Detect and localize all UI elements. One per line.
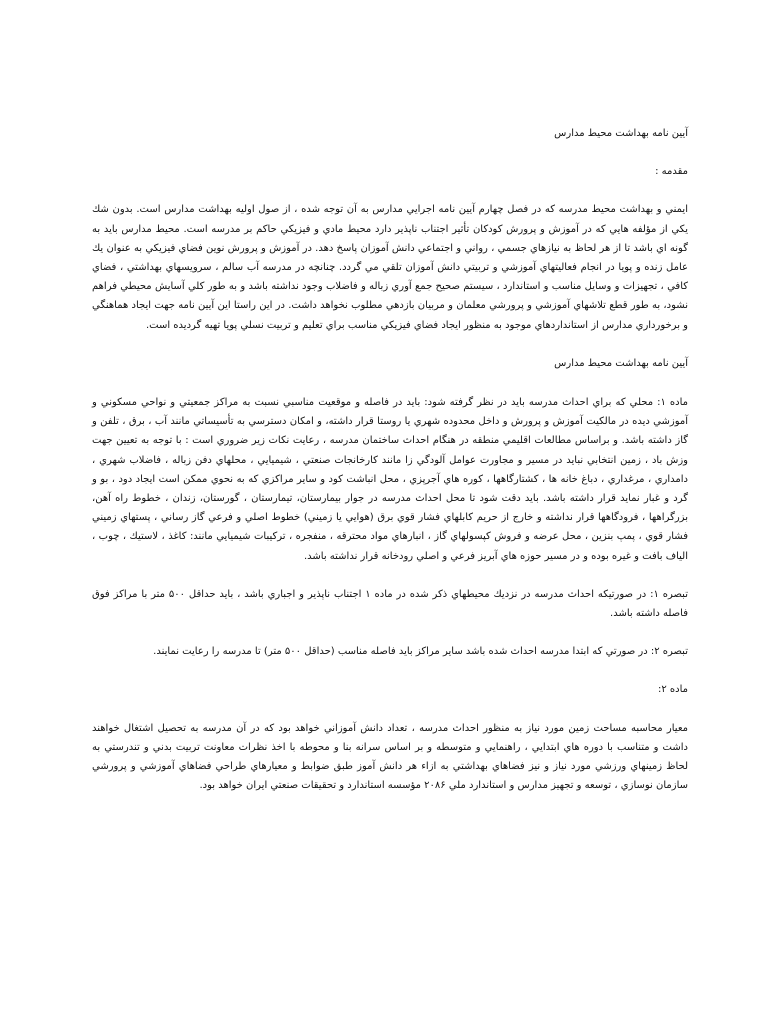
section-title: آيين نامه بهداشت محيط مدارس — [554, 357, 688, 369]
document-title: آيين نامه بهداشت محيط مدارس — [554, 128, 688, 139]
intro-heading: مقدمه : — [655, 166, 688, 178]
intro-paragraph: ايمني و بهداشت محيط مدرسه كه در فصل چهارم آيين نامه اجرايي مدارس به آن توجه شده ، از صول اوليه بهداشت مدارس است. بدون شك يكي از مؤلفه هايي كه در آموزش و پرورش كودكان تأثير اجتناب ناپذير دارد محيط مادي و فيزيكي حاكم بر مدرسه است. محيط مدارس بايد به گونه اي باشد تا از هر لحاظ به نيازهاي جسمي ، رواني و اجتماعي دانش آموزان پاسخ دهد. در آموزش و پرورش نوين فضاي فيزيكي به عنوان يك عامل زنده و پويا در انجام فعاليتهاي آموزشي و تربيتي دانش آموزان تلقي مي گردد. چنانچه در مدرسه آب سالم ، سرويسهاي بهداشتي ، فضاي كافي ، تجهيزات و وسايل مناسب و استاندارد ، سيستم صحيح جمع آوري زباله و فاضلاب وجود نداشته باشد و به طور كلي آسايش محيطي فراهم نشود، به طور قطع تلاشهاي آموزشي و پرورشي معلمان و مربيان بازدهي مطلوب نخواهد داشت. در اين راستا اين آيين نامه جهت ايجاد هماهنگي و برخورداري مدارس از استانداردهاي موجود به منظور ايجاد فضاي فيزيكي مناسب براي تعليم و تربيت نسلي پويا تهيه گرديده است. — [92, 204, 688, 331]
article-1-paragraph: ماده ۱: محلي كه براي احداث مدرسه بايد در نظر گرفته شود: بايد در فاصله و موقعيت مناسبي نسبت به مراكز جمعيتي و نواحي مسكوني و آموزشي ديده در مالكيت آموزش و پرورش و داخل محدوده شهري يا روستا قرار داشته، و امكان دسترسي به تأسيساتي مانند آب ، برق ، تلفن و گاز داشته باشد. و براساس مطالعات اقليمي منطقه در هنگام احداث ساختمان مدرسه ، رعايت نكات زير ضروري است : با توجه به تعيين جهت وزش باد ، زمين انتخابي نبايد در مسير و مجاورت عوامل آلودگي زا مانند كارخانجات صنعتي ، شيميايي ، محلهاي دفن زباله ، فاضلاب شهري ، دامداري ، مرغداري ، دباغ خانه ها ، كشتارگاهها ، كوره هاي آجرپزي ، محل انباشت كود و ساير مراكزي كه به نحوي ممكن است ايجاد دود ، بو و گرد و غبار نمايد قرار داشته باشد. بايد دقت شود تا محل احداث مدرسه در جوار بيمارستان، تيمارستان ، گورستان، زندان ، خطوط راه آهن، بزرگراهها ، فرودگاهها قرار نداشته و خارج از حريم كابلهاي فشار قوي برق (هوايي يا زميني) خطوط اصلي و فرعي گاز رساني ، پستهاي زميني فشار قوي ، پمپ بنزين ، محل عرضه و فروش كپسولهاي گاز ، انبارهاي مواد محترقه ، منفجره ، تركيبات شيميايي مانند: كاغذ ، لاستيك ، چوب ، الياف بافت و غيره بوده و در مسير حوزه هاي آبريز فرعي و اصلي رودخانه قرار نداشته باشد. — [92, 397, 689, 562]
note-2-paragraph: تبصره ۲: در صورتي كه ابتدا مدرسه احداث شده باشد ساير مراكز بايد فاصله مناسب (حداقل ۵۰۰ متر) تا مدرسه را رعايت نمايند. — [153, 646, 688, 658]
article-2-paragraph: معيار محاسبه مساحت زمين مورد نياز به منظور احداث مدرسه ، تعداد دانش آموزاني خواهد بود كه در آن مدرسه به تحصيل اشتغال خواهند داشت و متناسب با دوره هاي ابتدايي ، راهنمايي و متوسطه و بر اساس سرانه بنا و محوطه با اخذ نظرات معاونت تربيت بدني و تندرستي به لحاظ زمينهاي ورزشي مورد نياز و نيز فضاهاي بهداشتي به ازاء هر دانش آموز طبق ضوابط و معيارهاي طراحي فضاهاي آموزشي و پرورشي سازمان نوسازي ، توسعه و تجهيز مدارس و استاندارد ملي ۲۰۸۶ مؤسسه استاندارد و تحقيقات صنعتي ايران خواهد بود. — [92, 722, 688, 792]
document-page — [92, 124, 688, 795]
note-1-paragraph: تبصره ۱: در صورتيكه احداث مدرسه در نزديك محيطهاي ذكر شده در ماده ۱ اجتناب ناپذير و اجباري باشد ، بايد حداقل ۵۰۰ متر با مراكز فوق فاصله داشته باشد. — [92, 588, 688, 620]
article-2-heading: ماده ۲: — [657, 684, 688, 696]
